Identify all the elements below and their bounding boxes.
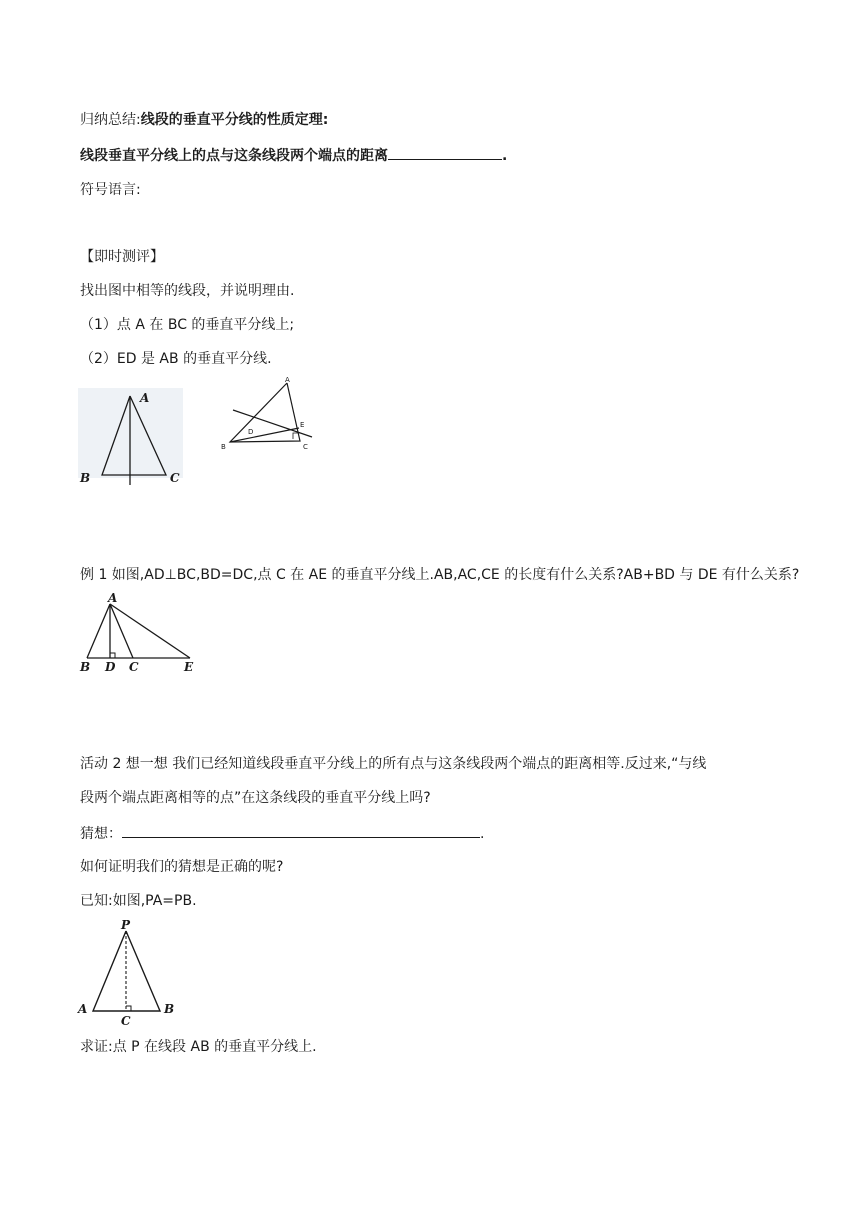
activity-2-line-1: 活动 2 想一想 我们已经知道线段垂直平分线上的所有点与这条线段两个端点的距离相等.反过来,“与线 (80, 756, 707, 772)
label-a: A (108, 591, 118, 605)
guess-label: 猜想： (80, 826, 122, 842)
label-p: P (121, 918, 131, 932)
quiz-item-1: （1）点 A 在 BC 的垂直平分线上; (80, 317, 295, 333)
segment-be (230, 428, 299, 442)
summary-title: 线段的垂直平分线的性质定理: (140, 112, 329, 128)
how-to-prove: 如何证明我们的猜想是正确的呢? (80, 859, 284, 875)
summary-prefix: 归纳总结: (80, 112, 141, 128)
theorem-blank[interactable] (388, 145, 502, 160)
figure-isosceles-triangle (78, 388, 188, 488)
label-a: A (285, 376, 290, 384)
figure-example-1 (78, 592, 203, 677)
figure-triangle-with-bisector (215, 375, 325, 485)
label-e: E (300, 421, 305, 429)
symbol-language-label: 符号语言: (80, 182, 141, 198)
right-angle-mark (110, 653, 115, 658)
label-e: E (184, 660, 194, 674)
segment-ab (87, 604, 110, 658)
label-c: C (129, 660, 139, 674)
quiz-prompt: 找出图中相等的线段，并说明理由. (80, 283, 295, 299)
right-angle-mark (126, 1006, 131, 1011)
label-a: A (78, 1002, 88, 1016)
quiz-heading: 【即时测评】 (80, 249, 164, 265)
prove-statement: 求证:点 P 在线段 AB 的垂直平分线上. (80, 1039, 317, 1055)
label-c: C (121, 1014, 131, 1028)
label-c: C (303, 443, 308, 451)
theorem-line: 线段垂直平分线上的点与这条线段两个端点的距离 . (80, 145, 507, 166)
label-b: B (80, 471, 91, 485)
known-condition: 已知:如图,PA=PB. (80, 893, 197, 909)
summary-line (80, 110, 328, 130)
label-b: B (221, 443, 226, 451)
guess-blank[interactable] (122, 823, 480, 838)
label-d: D (105, 660, 116, 674)
figure-isosceles-pab (78, 918, 188, 1028)
guess-line: 猜想： . (80, 823, 484, 844)
example-1: 例 1 如图,AD⊥BC,BD=DC,点 C 在 AE 的垂直平分线上.AB,AC,CE 的长度有什么关系?AB+BD 与 DE 有什么关系? (80, 567, 800, 583)
quiz-item-2: （2）ED 是 AB 的垂直平分线. (80, 351, 272, 367)
activity-2-line-2: 段两个端点距离相等的点”在这条线段的垂直平分线上吗? (80, 790, 431, 806)
theorem-text: 线段垂直平分线上的点与这条线段两个端点的距离 (80, 148, 388, 164)
label-b: B (80, 660, 91, 674)
label-b: B (164, 1002, 175, 1016)
label-c: C (170, 471, 180, 485)
label-d: D (248, 428, 254, 436)
label-a: A (140, 391, 150, 405)
